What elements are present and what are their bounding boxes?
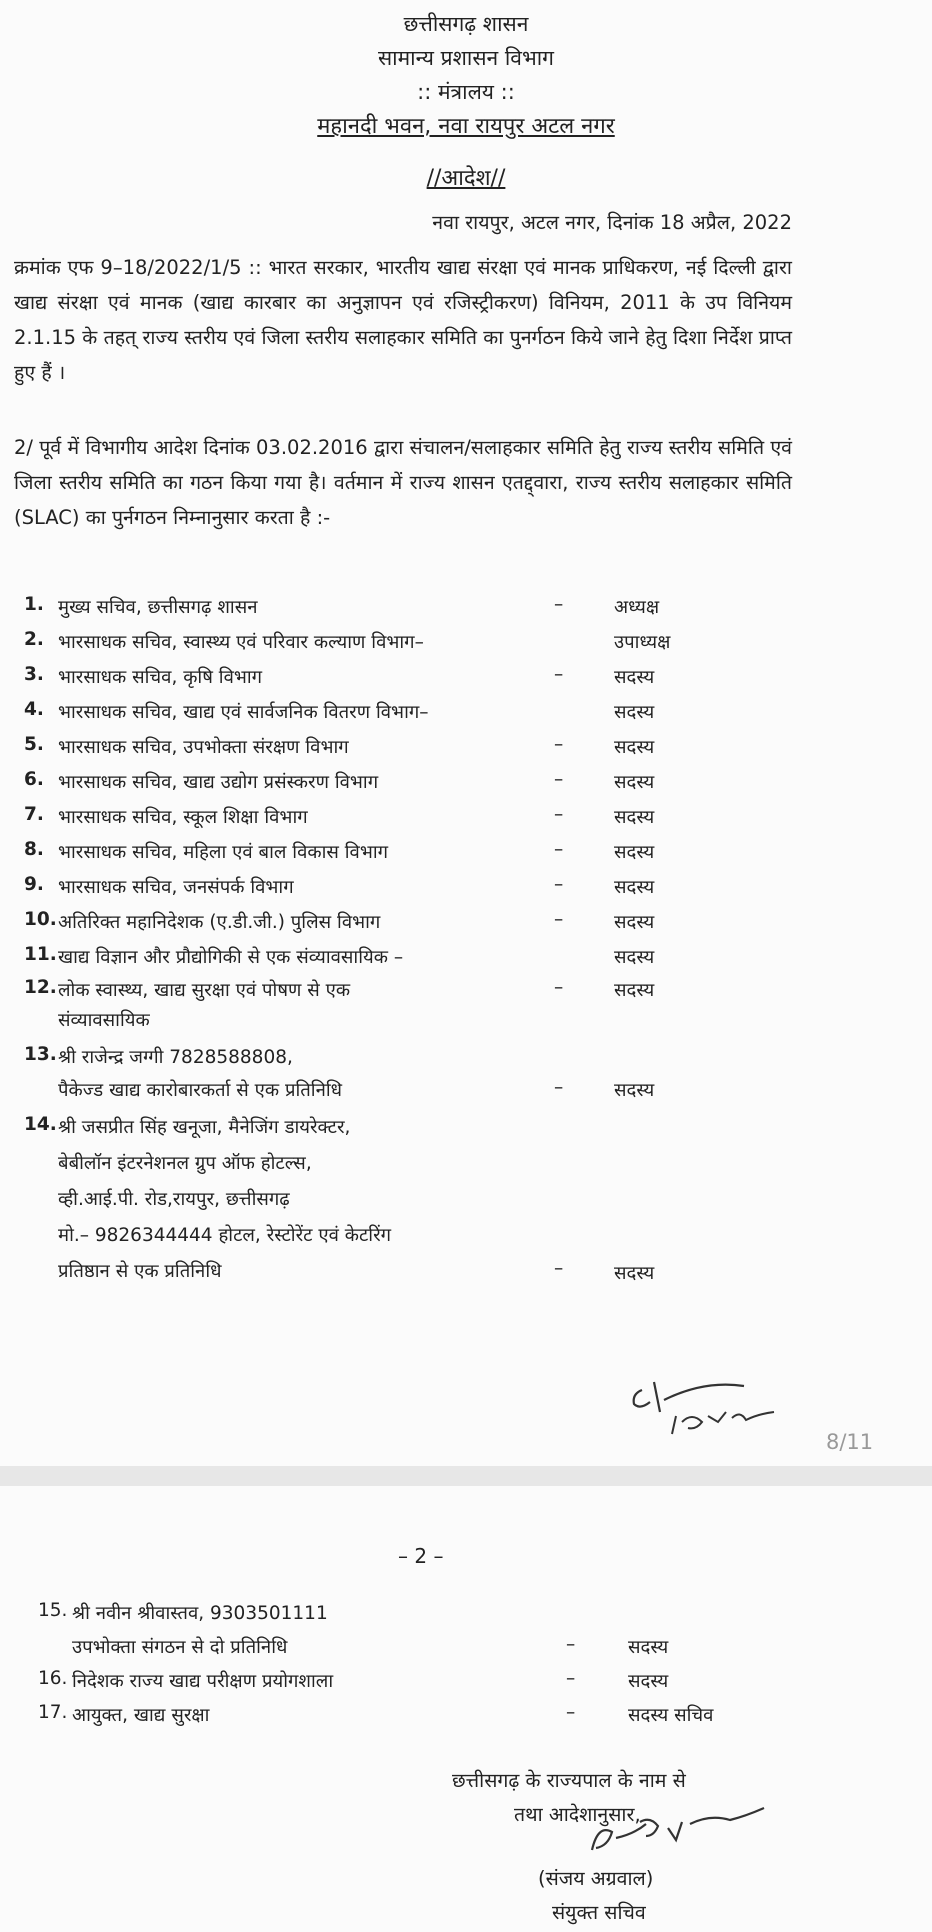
paragraph-1: क्रमांक एफ 9–18/2022/1/5 :: भारत सरकार, भारतीय खाद्य संरक्षा एवं मानक प्राधिकरण, नई दिल्ली द्वारा खाद्य संरक्षा एवं मानक (खाद्य कारबार का अनुज्ञापन एवं रजिस्ट्रीकरण) विनियम, 2011 के उप विनियम 2.1.15 के तहत् राज्य स्तरीय एवं जिला स्तरीय सलाहकार समिति का पुनर्गठन किये जाने हेतु दिशा निर्देश प्राप्त हुए हैं । xyxy=(14,256,792,384)
handwritten-initials xyxy=(620,1360,810,1450)
header-state: छत्तीसगढ़ शासन xyxy=(403,12,529,36)
header-department: सामान्य प्रशासन विभाग xyxy=(377,46,555,70)
closing-line-2: तथा आदेशानुसार, xyxy=(514,1803,641,1826)
date-line: नवा रायपुर, अटल नगर, दिनांक 18 अप्रैल, 2022 xyxy=(432,211,792,234)
header-ministry: :: मंत्रालय :: xyxy=(417,80,515,104)
page-number: – 2 – xyxy=(398,1544,444,1568)
order-title: //आदेश// xyxy=(426,166,506,191)
document-page-2: – 2 – 15. श्री नवीन श्रीवास्तव, 9303501111 उपभोक्ता संगठन से दो प्रतिनिधि – सदस्य 16. निदेशक राज्य खाद्य परीक्षण प्रयोगशाला – सदस्य 17. आयुक्त, खाद्य सुरक्षा – सदस्य सचिव छत्तीसगढ़ के राज्यपाल के नाम से तथा आदेशानुसार, (संजय अग्रवाल) संयुक्त सचिव xyxy=(0,1486,932,1932)
closing-line-1: छत्तीसगढ़ के राज्यपाल के नाम से xyxy=(452,1769,686,1792)
signatory-name: (संजय अग्रवाल) xyxy=(538,1867,654,1890)
page-counter: 8/11 xyxy=(826,1430,874,1454)
header-address: महानदी भवन, नवा रायपुर अटल नगर xyxy=(317,114,615,139)
paragraph-2: 2/ पूर्व में विभागीय आदेश दिनांक 03.02.2016 द्वारा संचालन/सलाहकार समिति हेतु राज्य स्तरीय समिति एवं जिला स्तरीय समिति का गठन किया गया है। वर्तमान में राज्य शासन एतद्द्वारा, राज्य स्तरीय सलाहकार समिति (SLAC) का पुर्नगठन निम्नानुसार करता है :- xyxy=(14,436,792,529)
signatory-title: संयुक्त सचिव xyxy=(552,1901,646,1924)
document-page-1: छत्तीसगढ़ शासन सामान्य प्रशासन विभाग :: मंत्रालय :: महानदी भवन, नवा रायपुर अटल नगर //आदेश// नवा रायपुर, अटल नगर, दिनांक 18 अप्रैल, 2022 क्रमांक एफ 9–18/2022/1/5 :: भारत सरकार, भारतीय खाद्य संरक्षा एवं मानक प्राधिकरण, नई दिल्ली द्वारा खाद्य संरक्षा एवं मानक (खाद्य कारबार का अनुज्ञापन एवं रजिस्ट्रीकरण) विनियम, 2011 के उप विनियम 2.1.15 के तहत् राज्य स्तरीय एवं जिला स्तरीय सलाहकार समिति का पुनर्गठन किये जाने हेतु दिशा निर्देश प्राप्त हुए हैं । 2/ पूर्व में विभागीय आदेश दिनांक 03.02.2016 द्वारा संचालन/सलाहकार समिति हेतु राज्य स्तरीय समिति एवं जिला स्तरीय समिति का गठन किया गया है। वर्तमान में राज्य शासन एतद्द्वारा, राज्य स्तरीय सलाहकार समिति (SLAC) का पुर्नगठन निम्नानुसार करता है :- 1. मुख्य सचिव, छत्तीसगढ़ शासन – अध्यक्ष 2. भारसाधक सचिव, स्वास्थ्य एवं परिवार कल्याण विभाग– उपाध्यक्ष 3. भारसाधक सचिव, कृषि विभाग – सदस्य 4. भारसाधक सचिव, खाद्य एवं सार्वजनिक वितरण विभाग– सदस्य 5. भारसाधक सचिव, उपभोक्ता संरक्षण विभाग – सदस्य 6. भारसाधक सचिव, खाद्य उद्योग प्रसंस्करण विभाग – सदस्य 7. भारसाधक सचिव, स्कूल शिक्षा विभाग – सदस्य 8. भारसाधक सचिव, महिला एवं बाल विकास विभाग – सदस्य 9. भारसाधक सचिव, जनसंपर्क विभाग – सदस्य 10. अतिरिक्त महानिदेशक (ए.डी.जी.) पुलिस विभाग – सदस्य 11. खाद्य विज्ञान और प्रौद्योगिकी से एक संव्यावसायिक – सदस्य 12. लोक स्वास्थ्य, खाद्य सुरक्षा एवं पोषण से एक – सदस्य संव्यावसायिक 13. श्री राजेन्द्र जग्गी 7828588808, पैकेज्ड खाद्य कारोबारकर्ता से एक प्रतिनिधि – सदस्य 14. श्री जसप्रीत सिंह खनूजा, मैनेजिंग डायरेक्टर, बेबीलॉन इंटरनेशनल ग्रुप ऑफ होटल्स, व्ही.आई.पी. रोड,रायपुर, छत्तीसगढ़ मो.– 9826344444 होटल, रेस्टोरेंट एवं केटरिंग प्रतिष्ठान से एक प्रतिनिधि – सदस्य 8/11 xyxy=(0,0,932,1466)
page-separator xyxy=(0,1466,932,1486)
